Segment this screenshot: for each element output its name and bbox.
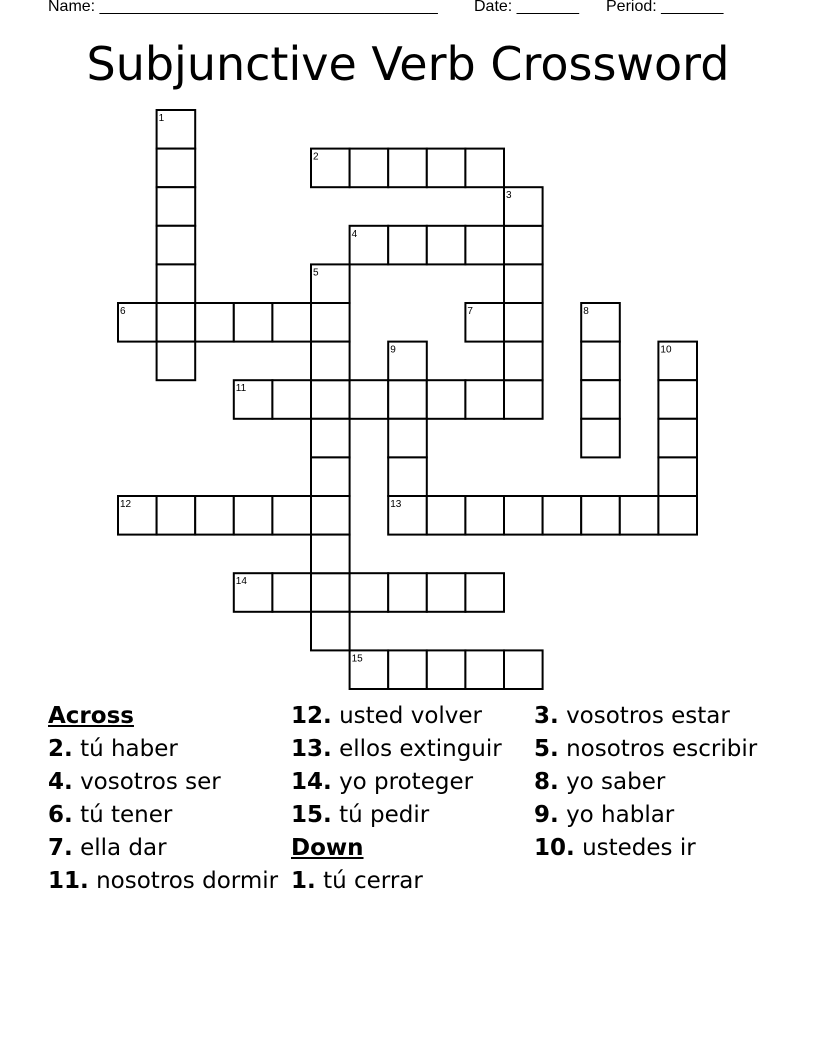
- grid-cell[interactable]: [465, 380, 504, 419]
- grid-cell[interactable]: [427, 226, 466, 265]
- down-heading: Down: [291, 835, 364, 861]
- clue-down-1: 1. tú cerrar: [291, 868, 423, 894]
- grid-cell[interactable]: [388, 419, 427, 458]
- clue-down-10: 10. ustedes ir: [534, 835, 696, 861]
- clue-number-1: 1: [158, 113, 165, 124]
- clue-number-8: 8: [583, 306, 589, 317]
- grid-cell[interactable]: [195, 303, 234, 342]
- period-field[interactable]: Period: _______: [606, 0, 724, 15]
- grid-cell[interactable]: [427, 149, 466, 188]
- clue-column-3: [534, 702, 774, 867]
- grid-cell[interactable]: [620, 496, 659, 535]
- grid-cell[interactable]: [504, 380, 543, 419]
- date-field[interactable]: Date: _______: [474, 0, 579, 15]
- clue-across-7: 7. ella dar: [48, 835, 167, 861]
- grid-cell[interactable]: [234, 303, 273, 342]
- clue-column-2: [291, 702, 527, 900]
- grid-cell[interactable]: [195, 496, 234, 535]
- grid-cell[interactable]: [157, 264, 196, 303]
- clue-across-14: 14. yo proteger: [291, 769, 474, 795]
- grid-cell[interactable]: [465, 149, 504, 188]
- grid-cell[interactable]: [272, 303, 311, 342]
- grid-cell[interactable]: [504, 342, 543, 381]
- grid-cell[interactable]: [311, 419, 350, 458]
- grid-cell[interactable]: [311, 535, 350, 574]
- clue-number-15: 15: [351, 653, 363, 665]
- grid-cell[interactable]: [504, 226, 543, 265]
- grid-cell[interactable]: [311, 573, 350, 612]
- grid-cell[interactable]: [311, 496, 350, 535]
- grid-cell[interactable]: [581, 342, 620, 381]
- across-heading: Across: [48, 703, 134, 729]
- grid-cell[interactable]: [157, 303, 196, 342]
- clue-down-5: 5. nosotros escribir: [534, 736, 758, 762]
- clue-across-11: 11. nosotros dormir: [48, 868, 279, 894]
- grid-cell[interactable]: [350, 573, 389, 612]
- grid-cell[interactable]: [311, 380, 350, 419]
- clue-across-13: 13. ellos extinguir: [291, 736, 502, 762]
- grid-cell[interactable]: [543, 496, 582, 535]
- clue-down-9: 9. yo hablar: [534, 802, 675, 828]
- grid-cell[interactable]: [465, 496, 504, 535]
- grid-cell[interactable]: [388, 457, 427, 496]
- grid-cell[interactable]: [504, 496, 543, 535]
- grid-cell[interactable]: [157, 226, 196, 265]
- grid-cell[interactable]: [427, 573, 466, 612]
- clue-down-3: 3. vosotros estar: [534, 703, 730, 729]
- grid-cell[interactable]: [234, 496, 273, 535]
- grid-cell[interactable]: [581, 380, 620, 419]
- grid-cell[interactable]: [311, 612, 350, 651]
- grid-cell[interactable]: [388, 573, 427, 612]
- clue-column-1: [48, 702, 286, 900]
- grid-cell[interactable]: [427, 380, 466, 419]
- clue-number-11: 11: [235, 383, 247, 395]
- clue-across-12: 12. usted volver: [291, 703, 482, 729]
- grid-cell[interactable]: [388, 226, 427, 265]
- clue-number-3: 3: [506, 190, 512, 202]
- grid-cell[interactable]: [427, 650, 466, 689]
- grid-cell[interactable]: [350, 380, 389, 419]
- grid-cell[interactable]: [658, 380, 697, 419]
- grid-cell[interactable]: [388, 149, 427, 188]
- grid-cell[interactable]: [658, 457, 697, 496]
- grid-cell[interactable]: [658, 496, 697, 535]
- grid-cell[interactable]: [504, 650, 543, 689]
- name-field[interactable]: Name: ______________________________________: [48, 0, 438, 15]
- clue-number-4: 4: [351, 228, 358, 240]
- clue-number-5: 5: [313, 267, 319, 279]
- grid-cell[interactable]: [581, 419, 620, 458]
- clue-down-8: 8. yo saber: [534, 769, 666, 795]
- grid-cell[interactable]: [311, 342, 350, 381]
- grid-cell[interactable]: [427, 496, 466, 535]
- clue-number-10: 10: [660, 344, 672, 356]
- grid-cell[interactable]: [465, 226, 504, 265]
- grid-cell[interactable]: [504, 264, 543, 303]
- grid-cell[interactable]: [388, 650, 427, 689]
- clue-across-2: 2. tú haber: [48, 736, 178, 762]
- grid-cell[interactable]: [658, 419, 697, 458]
- grid-cell[interactable]: [272, 496, 311, 535]
- grid-cell[interactable]: [350, 149, 389, 188]
- grid-cell[interactable]: [465, 650, 504, 689]
- grid-cell[interactable]: [272, 573, 311, 612]
- clue-number-7: 7: [467, 306, 473, 317]
- grid-cell[interactable]: [157, 149, 196, 188]
- grid-cell[interactable]: [157, 496, 196, 535]
- clue-across-15: 15. tú pedir: [291, 802, 430, 828]
- clue-number-9: 9: [390, 344, 396, 356]
- grid-cell[interactable]: [581, 496, 620, 535]
- clue-across-6: 6. tú tener: [48, 802, 173, 828]
- clue-number-14: 14: [235, 576, 247, 588]
- clue-number-2: 2: [313, 151, 319, 163]
- grid-cell[interactable]: [157, 187, 196, 226]
- grid-cell[interactable]: [272, 380, 311, 419]
- clue-number-6: 6: [120, 306, 126, 317]
- grid-cell[interactable]: [311, 303, 350, 342]
- clue-number-12: 12: [120, 499, 132, 510]
- grid-cell[interactable]: [388, 380, 427, 419]
- grid-cell[interactable]: [465, 573, 504, 612]
- clue-across-4: 4. vosotros ser: [48, 769, 221, 795]
- clue-number-13: 13: [390, 499, 402, 510]
- grid-cell[interactable]: [157, 342, 196, 381]
- page-title: Subjunctive Verb Crossword: [86, 37, 730, 91]
- grid-cell[interactable]: [504, 303, 543, 342]
- grid-cell[interactable]: [311, 457, 350, 496]
